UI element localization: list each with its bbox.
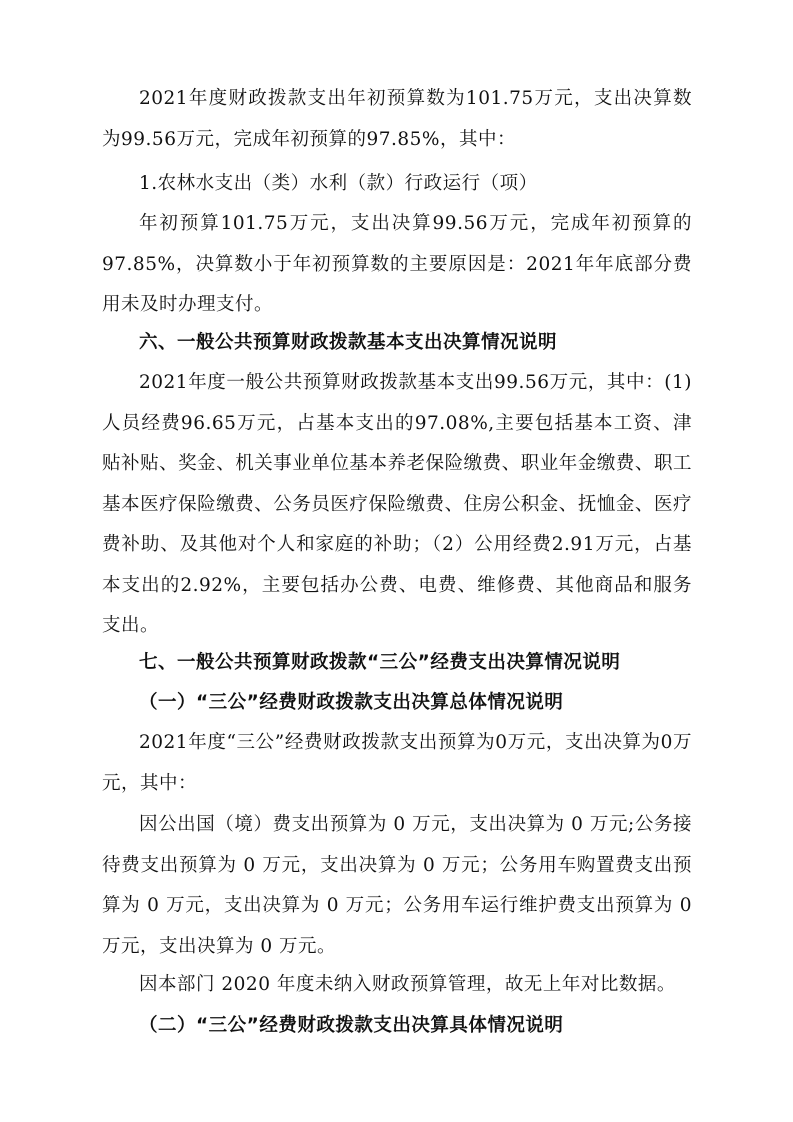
section-heading-7: 七、一般公共预算财政拨款“三公”经费支出决算情况说明 [139, 652, 621, 673]
subsection-heading-7-2: （二）“三公”经费财政拨款支出决算具体情况说明 [139, 1015, 564, 1036]
paragraph-basic-expenditure: 2021年度一般公共预算财政拨款基本支出99.56万元，其中：(1)人员经费96.65万元，占基本支出的97.08%,主要包括基本工资、津贴补贴、奖金、机关事业单位基本养老保险缴费、职业年金缴费、职工基本医疗保险缴费、公务员医疗保险缴费、住房公积金、抚恤金、医疗费补助、及其他对个人和家庭的补助；（2）公用经费2.91万元，占基本支出的2.92%，主要包括办公费、电费、维修费、其他商品和服务支出。 [102, 372, 692, 636]
paragraph-item-category: 1.农林水支出（类）水利（款）行政运行（项） [139, 173, 538, 194]
section-heading-6: 六、一般公共预算财政拨款基本支出决算情况说明 [139, 332, 558, 353]
paragraph-no-comparison: 因本部门 2020 年度未纳入财政预算管理，故无上年对比数据。 [139, 974, 676, 995]
subsection-heading-7-1: （一）“三公”经费财政拨款支出决算总体情况说明 [139, 692, 564, 713]
paragraph-three-public-total: 2021年度“三公”经费财政拨款支出预算为0万元，支出决算为0万元，其中： [102, 732, 692, 794]
paragraph-item-detail: 年初预算101.75万元，支出决算99.56万元，完成年初预算的97.85%，决算数小于年初预算数的主要原因是：2021年年底部分费用未及时办理支付。 [102, 213, 692, 315]
paragraph-budget-overview: 2021年度财政拨款支出年初预算数为101.75万元，支出决算数为99.56万元，完成年初预算的97.85%，其中： [102, 88, 692, 150]
paragraph-three-public-breakdown: 因公出国（境）费支出预算为 0 万元，支出决算为 0 万元;公务接待费支出预算为 0 万元，支出决算为 0 万元；公务用车购置费支出预算为 0 万元，支出决算为 0 万元；公务用车运行维护费支出预算为 0 万元，支出决算为 0 万元。 [102, 814, 692, 957]
